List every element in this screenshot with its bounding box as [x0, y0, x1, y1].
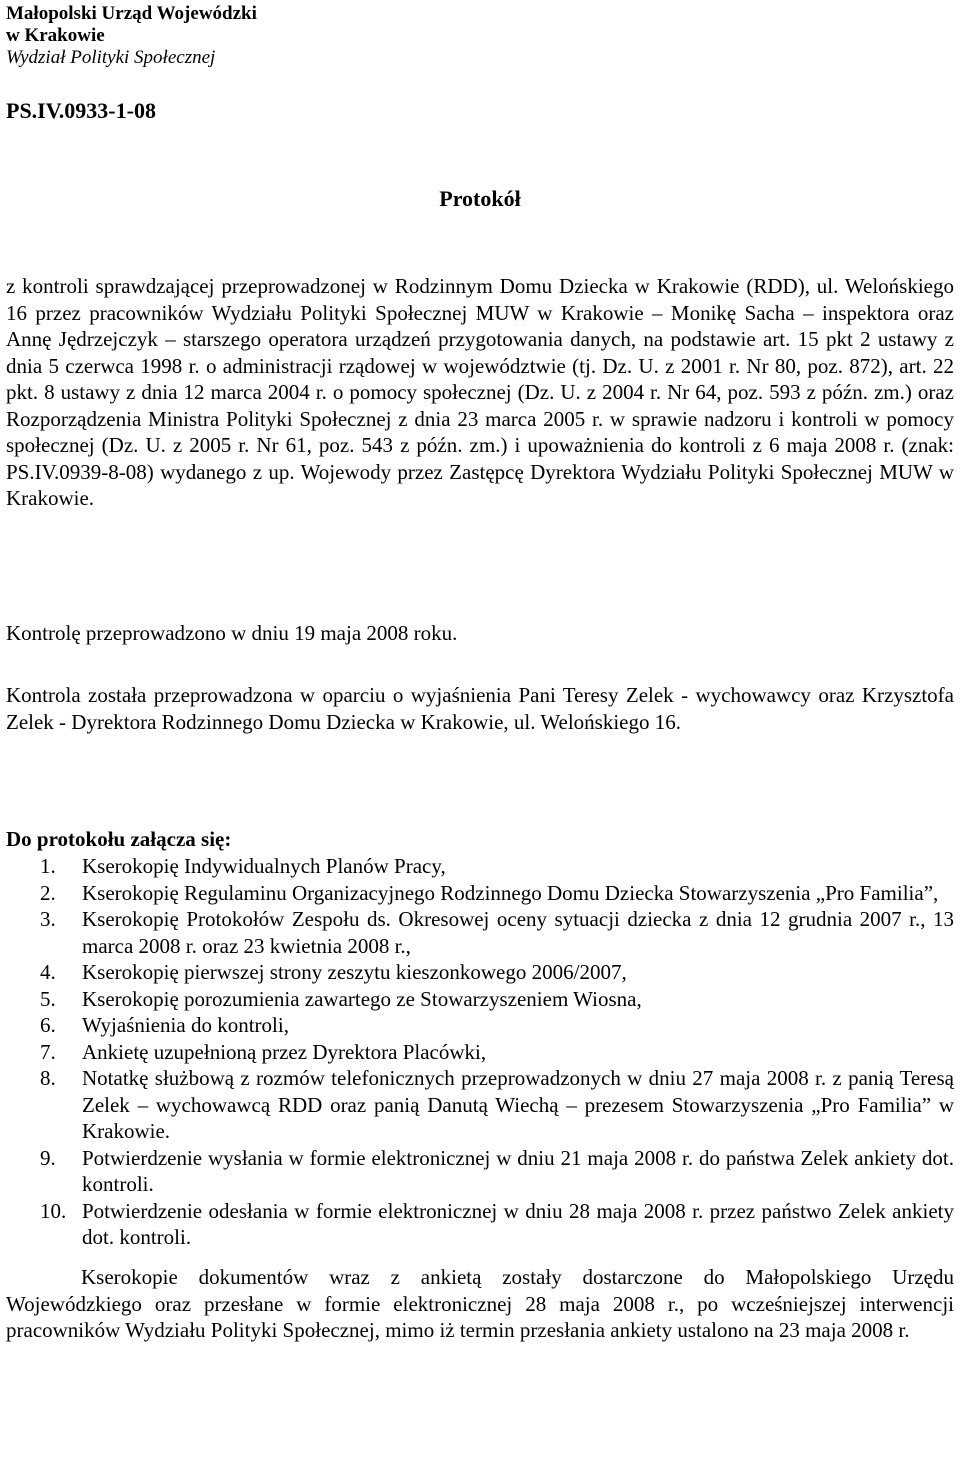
list-item	[6, 880, 954, 907]
list-item-text: Potwierdzenie wysłania w formie elektronicznej w dniu 21 maja 2008 r. do państwa Zelek ankiety dot. kontroli.	[82, 1145, 954, 1196]
list-item-text: Kserokopię Regulaminu Organizacyjnego Rodzinnego Domu Dziecka Stowarzyszenia „Pro Familia”,	[82, 880, 939, 905]
list-item-number: 6.	[40, 1013, 56, 1037]
list-item-number: 10.	[40, 1198, 67, 1223]
list-item	[6, 1145, 954, 1198]
list-item-text: Kserokopię porozumienia zawartego ze Stowarzyszeniem Wiosna,	[82, 986, 642, 1011]
attachments-heading: Do protokołu załącza się:	[6, 827, 232, 851]
list-item	[6, 1012, 954, 1039]
closing-paragraph: Kserokopie dokumentów wraz z ankietą zostały dostarczone do Małopolskiego Urzędu Wojewódzkiego oraz przesłane w formie elektronicznej 28 maja 2008 r., po wcześniejszej interwencji pracowników Wydziału Polityki Społecznej, mimo iż termin przesłania ankiety ustalono na 23 maja 2008 r.	[6, 1265, 954, 1342]
list-item	[6, 906, 954, 959]
list-item	[6, 1198, 954, 1251]
list-item-text: Wyjaśnienia do kontroli,	[82, 1013, 289, 1037]
list-item-number: 9.	[40, 1145, 56, 1170]
list-item-text: Potwierdzenie odesłania w formie elektronicznej w dniu 28 maja 2008 r. przez państwo Zelek ankiety dot. kontroli.	[82, 1198, 954, 1249]
inspection-basis-paragraph: Kontrola została przeprowadzona w oparciu o wyjaśnienia Pani Teresy Zelek - wychowawcy oraz Krzysztofa Zelek - Dyrektora Rodzinnego Domu Dziecka w Krakowie, ul. Welońskiego 16.	[6, 683, 954, 734]
list-item	[6, 986, 954, 1013]
list-item-number: 1.	[40, 854, 56, 878]
list-item-text: Kserokopię pierwszej strony zeszytu kieszonkowego 2006/2007,	[82, 960, 627, 984]
list-item-number: 7.	[40, 1039, 56, 1064]
document-title: Protokół	[439, 186, 521, 211]
list-item	[6, 1065, 954, 1145]
list-item-number: 2.	[40, 880, 56, 905]
intro-paragraph: z kontroli sprawdzającej przeprowadzonej w Rodzinnym Domu Dziecka w Krakowie (RDD), ul. Welońskiego 16 przez pracowników Wydziału Polityki Społecznej MUW w Krakowie – Monikę Sacha – inspektora oraz Annę Jędrzejczyk – starszego operatora urządzeń przygotowania danych, na podstawie art. 15 pkt 2 ustawy z dnia 5 czerwca 1998 r. o administracji rządowej w województwie (tj. Dz. U. z 2001 r. Nr 80, poz. 872), art. 22 pkt. 8 ustawy z dnia 12 marca 2004 r. o pomocy społecznej (Dz. U. z 2004 r. Nr 64, poz. 593 z późn. zm.) oraz Rozporządzenia Ministra Polityki Społecznej z dnia 23 marca 2005 r. w sprawie nadzoru i kontroli w pomocy społecznej (Dz. U. z 2005 r. Nr 61, poz. 543 z późn. zm.) i upoważnienia do kontroli z 6 maja 2008 r. (znak: PS.IV.0939-8-08) wydanego z up. Wojewody przez Zastępcę Dyrektora Wydziału Polityki Społecznej MUW w Krakowie.	[6, 274, 954, 510]
list-item	[6, 853, 954, 880]
inspection-date-paragraph: Kontrolę przeprowadzono w dniu 19 maja 2008 roku.	[6, 621, 458, 645]
attachments-list	[6, 853, 954, 1251]
office-city: w Krakowie	[6, 25, 105, 46]
list-item	[6, 959, 954, 986]
list-item-text: Ankietę uzupełnioną przez Dyrektora Placówki,	[82, 1039, 487, 1064]
department-name: Wydział Polityki Społecznej	[6, 47, 216, 68]
list-item-number: 4.	[40, 960, 56, 984]
list-item-number: 8.	[40, 1066, 56, 1090]
list-item	[6, 1039, 954, 1066]
list-item-text: Notatkę służbową z rozmów telefonicznych przeprowadzonych w dniu 27 maja 2008 r. z panią Teresą Zelek – wychowawcą RDD oraz panią Danutą Wiechą – prezesem Stowarzyszenia „Pro Familia” w Krakowie.	[82, 1066, 954, 1143]
list-item-text: Kserokopię Protokołów Zespołu ds. Okresowej oceny sytuacji dziecka z dnia 12 grudnia 2007 r., 13 marca 2008 r. oraz 23 kwietnia 2008 r.,	[82, 907, 954, 958]
list-item-number: 3.	[40, 907, 56, 931]
list-item-number: 5.	[40, 986, 56, 1011]
reference-number: PS.IV.0933-1-08	[6, 98, 156, 123]
list-item-text: Kserokopię Indywidualnych Planów Pracy,	[82, 854, 446, 878]
office-name: Małopolski Urząd Wojewódzki	[6, 3, 257, 24]
